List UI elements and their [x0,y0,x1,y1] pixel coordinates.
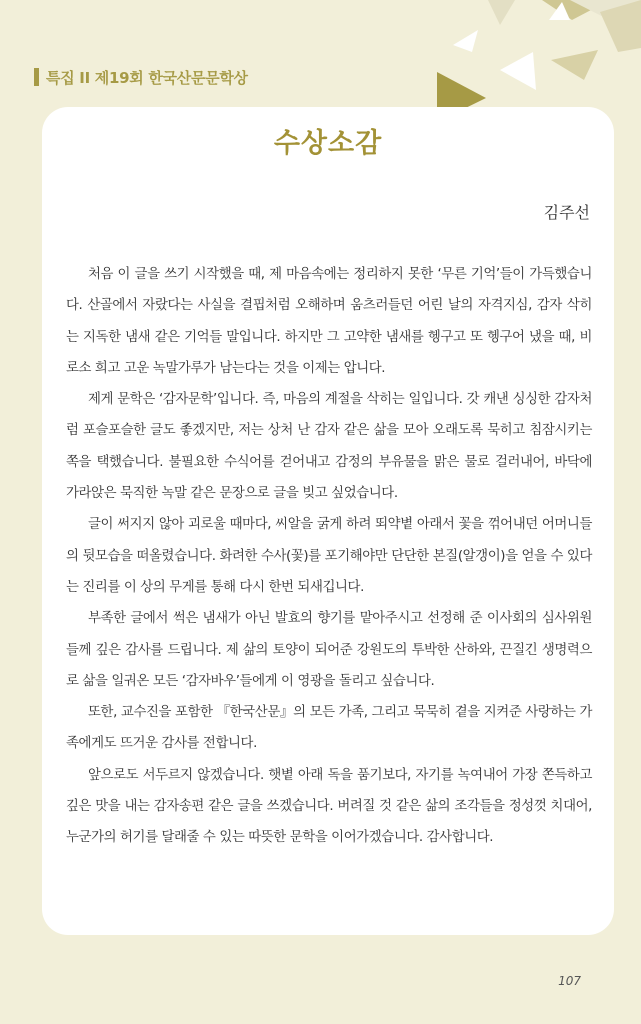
article-card [42,107,614,935]
paragraph-2: 제게 문학은 ‘감자문학’입니다. 즉, 마음의 계절을 삭히는 일입니다. 갓 캐낸 싱싱한 감자처럼 포슬포슬한 글도 좋겠지만, 저는 상처 난 감자 같은 삶을 모아 오래도록 묵히고 침잠시키는 쪽을 택했습니다. 불필요한 수식어를 걷어내고 감정의 부유물을 맑은 물로 걸러내어, 바닥에 가라앉은 묵직한 녹말 같은 문장으로 글을 빚고 싶었습니다. [66,392,592,502]
header-accent-bar [34,68,39,86]
paragraph-6: 앞으로도 서두르지 않겠습니다. 햇볕 아래 독을 품기보다, 자기를 녹여내어 가장 쫀득하고 깊은 맛을 내는 감자송편 같은 글을 쓰겠습니다. 버려질 것 같은 삶의 조각들을 정성껏 치대어, 누군가의 허기를 달래줄 수 있는 따뜻한 문학을 이어가겠습니다. 감사합니다. [66,767,592,846]
paragraph-1: 처음 이 글을 쓰기 시작했을 때, 제 마음속에는 정리하지 못한 ‘무른 기억’들이 가득했습니다. 산골에서 자랐다는 사실을 결핍처럼 오해하며 움츠러들던 어린 날의 자격지심, 감자 삭히는 지독한 냄새 같은 기억들 말입니다. 하지만 그 고약한 냄새를 헹구고 또 헹구어 냈을 때, 비로소 희고 고운 녹말가루가 남는다는 것을 이제는 압니다. [66,267,592,376]
article-author: 김주선 [543,203,590,222]
article-title: 수상소감 [273,128,383,159]
paragraph-4: 부족한 글에서 썩은 냄새가 아닌 발효의 향기를 맡아주시고 선정해 준 이사회의 심사위원들께 깊은 감사를 드립니다. 제 삶의 토양이 되어준 강원도의 투박한 산하와, 끈질긴 생명력으로 삶을 일궈온 모든 ‘감자바우’들에게 이 영광을 돌리고 싶습니다. [66,611,592,689]
section-label: 특집 II 제19회 한국산문문학상 [46,68,248,87]
article-body [66,259,592,854]
paragraph-5: 또한, 교수진을 포함한 『한국산문』의 모든 가족, 그리고 묵묵히 곁을 지켜준 사랑하는 가족에게도 뜨거운 감사를 전합니다. [66,705,592,752]
page-number: 107 [558,974,581,988]
section-header [34,66,248,88]
paragraph-3: 글이 써지지 않아 괴로울 때마다, 씨알을 굵게 하려 뙤약볕 아래서 꽃을 꺾어내던 어머니들의 뒷모습을 떠올렸습니다. 화려한 수사(꽃)를 포기해야만 단단한 본질(알갱이)을 얻을 수 있다는 진리를 이 상의 무게를 통해 다시 한번 되새깁니다. [66,517,592,595]
